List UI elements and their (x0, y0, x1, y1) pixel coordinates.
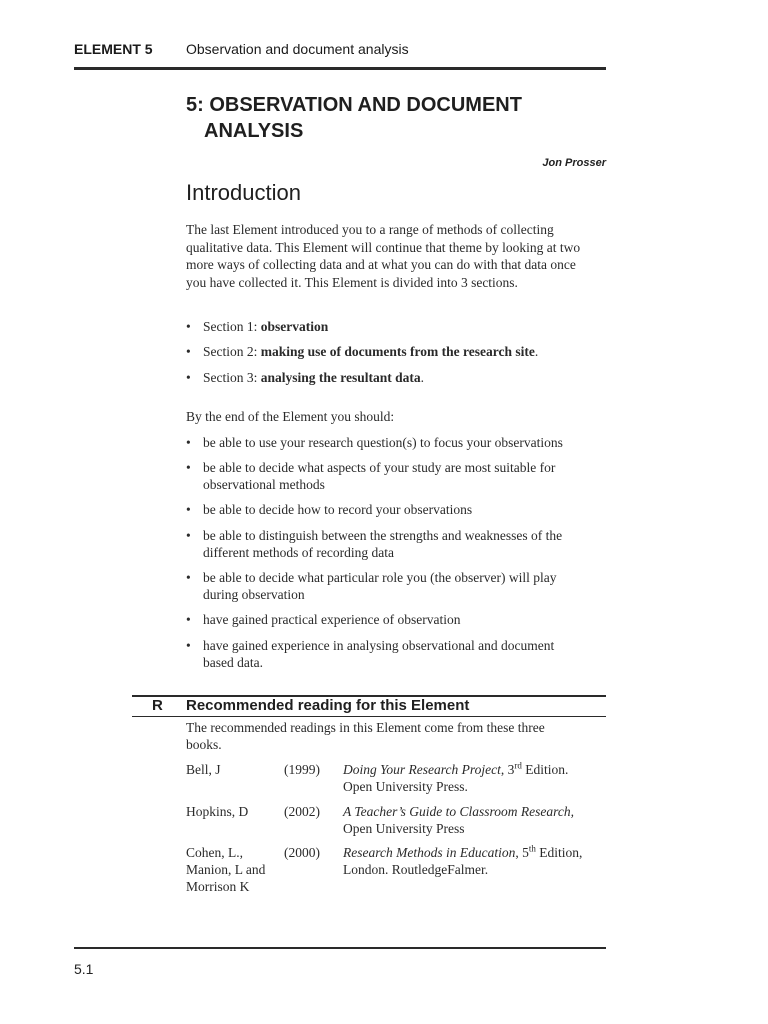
page-title (186, 92, 606, 144)
ref-details (343, 761, 568, 795)
list-item-text: have gained practical experience of observation (203, 612, 461, 627)
page-title-line2: ANALYSIS (204, 120, 304, 142)
list-item-text: be able to decide what aspects of your study are most suitable for (203, 460, 556, 475)
ref-publisher: Open University Press. (343, 779, 468, 794)
introduction-paragraph (186, 221, 606, 291)
ref-year: (1999) (284, 762, 320, 777)
bullet-icon: • (186, 460, 191, 475)
list-item-text: observational methods (203, 477, 325, 492)
page-number: 5.1 (74, 961, 94, 977)
outcomes-list (186, 434, 606, 674)
ref-author (186, 844, 265, 895)
header-rule (74, 67, 606, 70)
bullet-icon: • (186, 319, 191, 334)
bullet-icon: • (186, 435, 191, 450)
section-name: analysing the resultant data (260, 370, 421, 385)
introduction-line: you have collected it. This Element is divided into 3 sections. (186, 274, 518, 290)
running-header-title: Observation and document analysis (186, 41, 409, 57)
reading-rule-bottom (132, 716, 606, 717)
ref-author-line: Manion, L and (186, 862, 266, 877)
ref-after-title: , 5 (515, 845, 529, 860)
section-prefix: Section 2: (203, 344, 261, 359)
section-prefix: Section 1: (203, 319, 261, 334)
sections-list (186, 318, 606, 388)
ref-author-line: Hopkins, D (186, 804, 249, 819)
ref-title: Doing Your Research Project (343, 762, 501, 777)
section-suffix: . (420, 370, 425, 385)
ref-details (343, 844, 582, 878)
bullet-icon: • (186, 344, 191, 359)
introduction-heading: Introduction (186, 180, 301, 205)
ref-author (186, 803, 248, 820)
author: Jon Prosser (542, 157, 606, 169)
reading-intro-line: The recommended readings in this Element come from these three (186, 720, 545, 735)
ref-publisher: London. RoutledgeFalmer. (343, 862, 489, 877)
ref-after-sup: Edition, (535, 845, 583, 860)
running-header-element: ELEMENT 5 (74, 41, 153, 57)
running-header (74, 40, 606, 60)
bullet-icon: • (186, 570, 191, 585)
ref-author-line: Morrison K (186, 879, 250, 894)
bullet-icon: • (186, 502, 191, 517)
section-name: observation (260, 319, 329, 334)
bullet-icon: • (186, 370, 191, 385)
introduction-line: qualitative data. This Element will continue that theme by looking at two (186, 239, 581, 255)
reading-intro-line: books. (186, 737, 222, 752)
list-item-text: have gained experience in analysing observational and document (203, 638, 555, 653)
page-title-line1: 5: OBSERVATION AND DOCUMENT (186, 94, 522, 116)
footer-rule (74, 947, 606, 949)
reading-marker: R (152, 697, 163, 714)
ref-after-title: , 3 (500, 762, 515, 777)
list-item-text: different methods of recording data (203, 545, 394, 560)
ref-publisher: Open University Press (343, 821, 465, 836)
list-item-text: based data. (203, 655, 263, 670)
ref-title: Research Methods in Education (343, 845, 516, 860)
ref-author (186, 761, 221, 778)
list-item-text: during observation (203, 587, 305, 602)
ref-author-line: Cohen, L., (186, 845, 243, 860)
ref-sup: rd (514, 760, 522, 771)
list-item-text: be able to decide what particular role you (the observer) will play (203, 570, 557, 585)
section-name: making use of documents from the research site (260, 344, 535, 359)
bullet-icon: • (186, 638, 191, 653)
ref-after-sup: Edition. (521, 762, 569, 777)
ref-year: (2000) (284, 845, 320, 860)
section-suffix: . (534, 344, 539, 359)
bullet-icon: • (186, 612, 191, 627)
ref-details (343, 803, 574, 837)
introduction-line: The last Element introduced you to a range of methods of collecting (186, 222, 554, 237)
ref-year: (2002) (284, 804, 320, 819)
reading-intro (186, 719, 545, 753)
outcomes-lead-text: By the end of the Element you should: (186, 409, 395, 424)
introduction-line: more ways of collecting data and at what you can do with that data once (186, 257, 576, 272)
ref-title: A Teacher’s Guide to Classroom Research, (343, 804, 574, 819)
reading-heading: Recommended reading for this Element (186, 697, 470, 714)
list-item-text: be able to distinguish between the strengths and weaknesses of the (203, 528, 563, 543)
ref-author-line: Bell, J (186, 762, 221, 777)
section-prefix: Section 3: (203, 370, 261, 385)
ref-sup: th (528, 843, 536, 854)
outcomes-lead (186, 408, 606, 426)
list-item-text: be able to use your research question(s) to focus your observations (203, 435, 563, 450)
bullet-icon: • (186, 528, 191, 543)
list-item-text: be able to decide how to record your observations (203, 502, 473, 517)
